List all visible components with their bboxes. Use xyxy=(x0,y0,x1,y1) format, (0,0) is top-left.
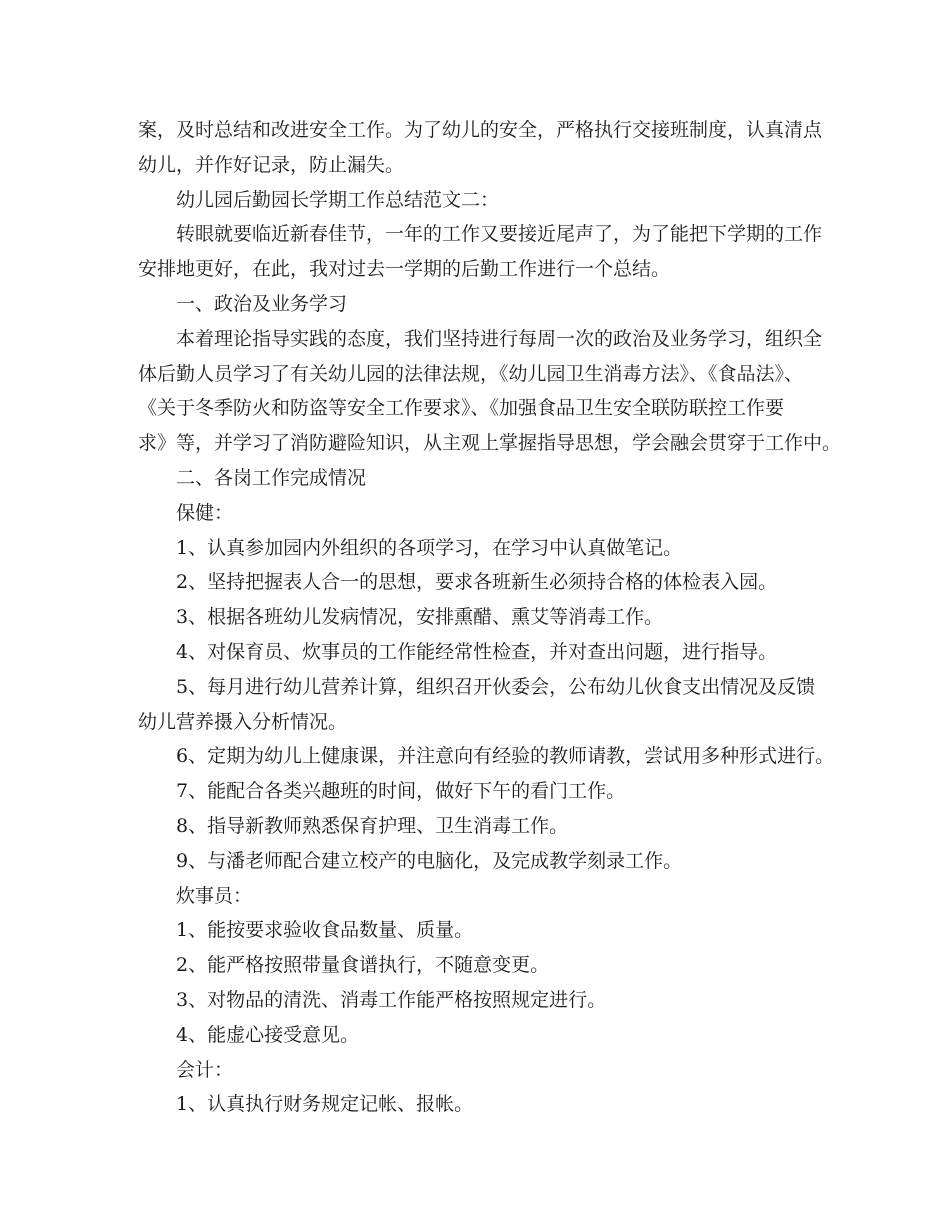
section-heading: 二、各岗工作完成情况 xyxy=(176,466,367,489)
list-item: 3、根据各班幼儿发病情况，安排熏醋、熏艾等消毒工作。 xyxy=(176,606,664,629)
text-line: 本着理论指导实践的态度，我们坚持进行每周一次的政治及业务学习，组织全 xyxy=(176,327,823,350)
section-heading: 一、政治及业务学习 xyxy=(176,292,348,315)
list-item: 5、每月进行幼儿营养计算，组织召开伙委会，公布幼儿伙食支出情况及反馈 xyxy=(176,675,816,698)
list-item: 4、能虚心接受意见。 xyxy=(176,1023,360,1046)
text-line: 安排地更好，在此，我对过去一学期的后勤工作进行一个总结。 xyxy=(138,258,671,281)
list-item: 1、认真执行财务规定记帐、报帐。 xyxy=(176,1093,474,1116)
subsection-heading: 保健： xyxy=(176,501,234,524)
section-heading: 幼儿园后勤园长学期工作总结范文二： xyxy=(176,188,500,211)
subsection-heading: 炊事员： xyxy=(176,884,253,907)
text-line: 求》等，并学习了消防避险知识，从主观上掌握指导思想，学会融会贯穿于工作中。 xyxy=(138,432,842,455)
text-line: 案，及时总结和改进安全工作。为了幼儿的安全，严格执行交接班制度，认真清点 xyxy=(138,119,823,141)
list-item: 3、对物品的清洗、消毒工作能严格按照规定进行。 xyxy=(176,988,607,1011)
list-item: 4、对保育员、炊事员的工作能经常性检查，并对查出问题，进行指导。 xyxy=(176,640,778,663)
text-line: 体后勤人员学习了有关幼儿园的法律法规，《幼儿园卫生消毒方法》、《食品法》、 xyxy=(138,362,804,385)
list-item: 7、能配合各类兴趣班的时间，做好下午的看门工作。 xyxy=(176,780,626,803)
list-item: 2、能严格按照带量食谱执行，不随意变更。 xyxy=(176,954,550,977)
list-item: 9、与潘老师配合建立校产的电脑化，及完成教学刻录工作。 xyxy=(176,849,683,872)
subsection-heading: 会计： xyxy=(176,1058,234,1081)
text-line: 转眼就要临近新春佳节，一年的工作又要接近尾声了，为了能把下学期的工作 xyxy=(176,223,823,246)
list-item: 2、坚持把握表人合一的思想，要求各班新生必须持合格的体检表入园。 xyxy=(176,571,778,594)
list-item: 1、认真参加园内外组织的各项学习，在学习中认真做笔记。 xyxy=(176,536,683,559)
text-line: 《关于冬季防火和防盗等安全工作要求》、《加强食品卫生安全联防联控工作要 xyxy=(138,397,785,420)
document-body xyxy=(138,113,842,1122)
list-item: 1、能按要求验收食品数量、质量。 xyxy=(176,919,474,942)
list-item-continuation: 幼儿营养摄入分析情况。 xyxy=(138,710,348,733)
list-item: 6、定期为幼儿上健康课，并注意向有经验的教师请教，尝试用多种形式进行。 xyxy=(176,745,835,768)
list-item: 8、指导新教师熟悉保育护理、卫生消毒工作。 xyxy=(176,814,569,837)
text-line: 幼儿，并作好记录，防止漏失。 xyxy=(138,153,405,176)
